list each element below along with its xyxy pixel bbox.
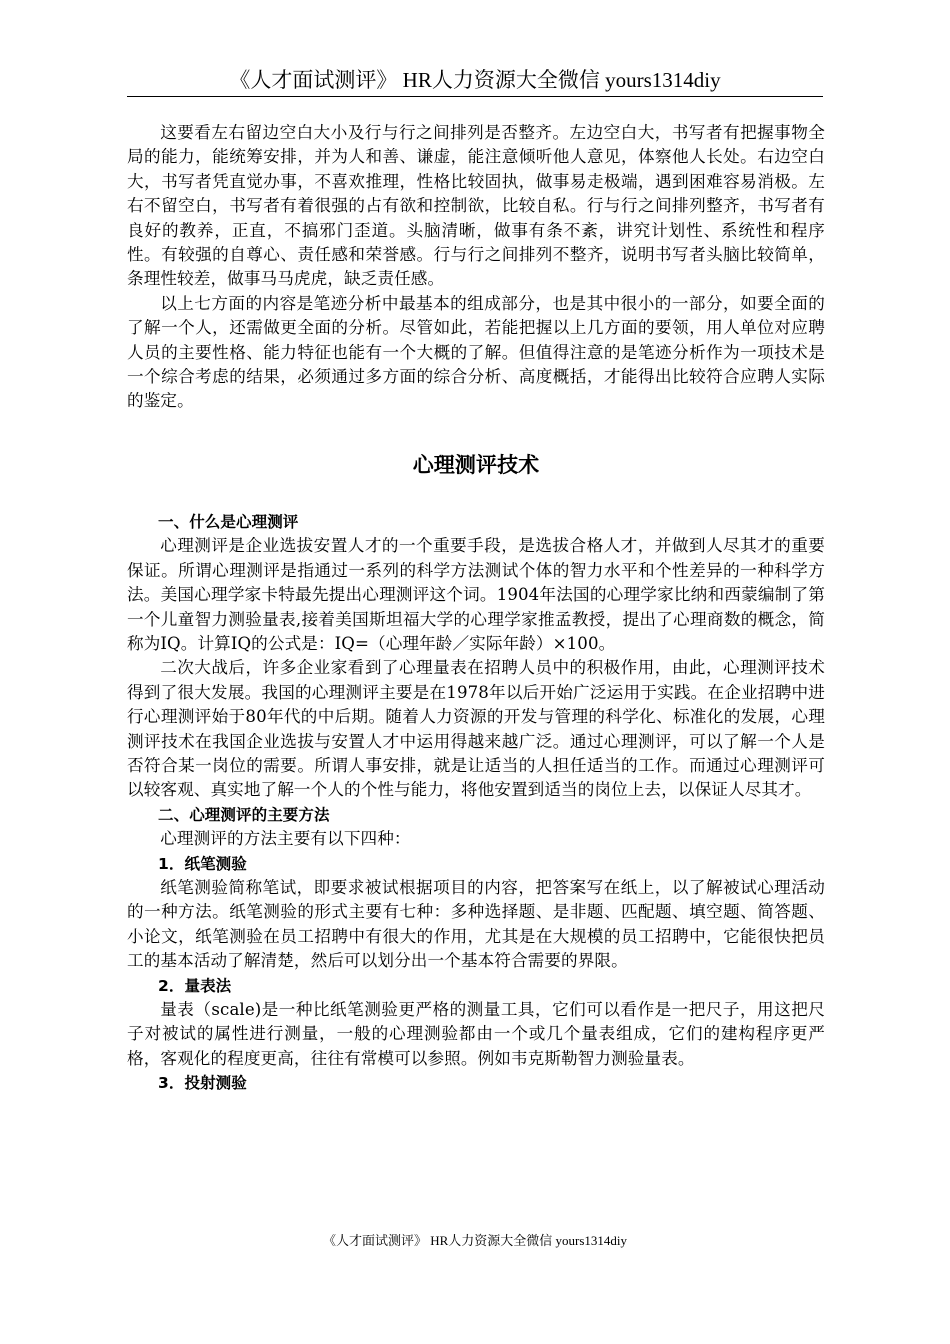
section-title: 心理测评技术 [412,452,540,477]
paragraph-methods-intro: 心理测评的方法主要有以下四种： [160,829,411,849]
header-divider [127,96,823,97]
heading-projective-test: 3．投射测验 [158,1074,247,1093]
page-header: 《人才面试测评》 HR人力资源大全微信 yours1314diy [229,68,721,92]
page-footer: 《人才面试测评》 HR人力资源大全微信 yours1314diy [322,1233,628,1248]
heading-scale-method: 2．量表法 [158,976,232,995]
heading-what-is-assessment: 一、什么是心理测评 [158,512,299,531]
paragraph-margin-spacing: 这要看左右留边空白大小及行与行之间排列是否整齐。左边空白大，书写者有把握事物全局的能力，能统筹安排，并为人和善、谦虚，能注意倾听他人意见，体察他人长处。右边空白大，书写者凭直觉办事，不喜欢推理，性格比较固执，做事易走极端，遇到困难容易消极。左右不留空白，书写者有着很强的占有欲和控制欲，比较自私。行与行之间排列整齐，书写者有良好的教养，正直，不搞邪门歪道。头脑清晰，做事有条不紊，讲究计划性、系统性和程序性。有较强的自尊心、责任感和荣誉感。行与行之间排列不整齐，说明书写者头脑比较简单，条理性较差，做事马马虎虎，缺乏责任感。 [127,123,825,289]
heading-paper-pencil-test: 1．纸笔测验 [158,854,247,873]
paragraph-history: 二次大战后，许多企业家看到了心理量表在招聘人员中的积极作用，由此，心理测评技术得到了很大发展。我国的心理测评主要是在1978年以后开始广泛运用于实践。在企业招聘中进行心理测评始于80年代的中后期。随着人力资源的开发与管理的科学化、标准化的发展，心理测评技术在我国企业选拔与安置人才中运用得越来越广泛。通过心理测评，可以了解一个人是否符合某一岗位的需要。所谓人事安排，就是让适当的人担任适当的工作。而通过心理测评可以较客观、真实地了解一个人的个性与能力，将他安置到适当的岗位上去，以保证人尽其才。 [127,658,825,800]
paragraph-summary: 以上七方面的内容是笔迹分析中最基本的组成部分，也是其中很小的一部分，如要全面的了解一个人，还需做更全面的分析。尽管如此，若能把握以上几方面的要领，用人单位对应聘人员的主要性格、能力特征也能有一个大概的了解。但值得注意的是笔迹分析作为一项技术是一个综合考虑的结果，必须通过多方面的综合分析、高度概括，才能得出比较符合应聘人实际的鉴定。 [127,293,825,411]
paragraph-scale: 量表（scale)是一种比纸笔测验更严格的测量工具，它们可以看作是一把尺子，用这把尺子对被试的属性进行测量，一般的心理测验都由一个或几个量表组成，它们的建构程序更严格，客观化的程度更高，往往有常模可以参照。例如韦克斯勒智力测验量表。 [127,1000,825,1068]
paragraph-paper-pencil: 纸笔测验简称笔试，即要求被试根据项目的内容，把答案写在纸上，以了解被试心理活动的一种方法。纸笔测验的形式主要有七种：多种选择题、是非题、匹配题、填空题、简答题、小论文，纸笔测验在员工招聘中有很大的作用，尤其是在大规模的员工招聘中，它能很快把员工的基本活动了解清楚，然后可以划分出一个基本符合需要的界限。 [127,877,825,971]
document-body [127,121,825,1096]
heading-main-methods: 二、心理测评的主要方法 [158,805,330,824]
paragraph-definition: 心理测评是企业选拔安置人才的一个重要手段，是选拔合格人才，并做到人尽其才的重要保证。所谓心理测评是指通过一系列的科学方法测试个体的智力水平和个性差异的一种科学方法。美国心理学家卡特最先提出心理测评这个词。1904年法国的心理学家比纳和西蒙编制了第一个儿童智力测验量表,接着美国斯坦福大学的心理学家推孟教授，提出了心理商数的概念，简称为IQ。计算IQ的公式是：IQ=（心理年龄／实际年龄）×100。 [127,536,825,653]
